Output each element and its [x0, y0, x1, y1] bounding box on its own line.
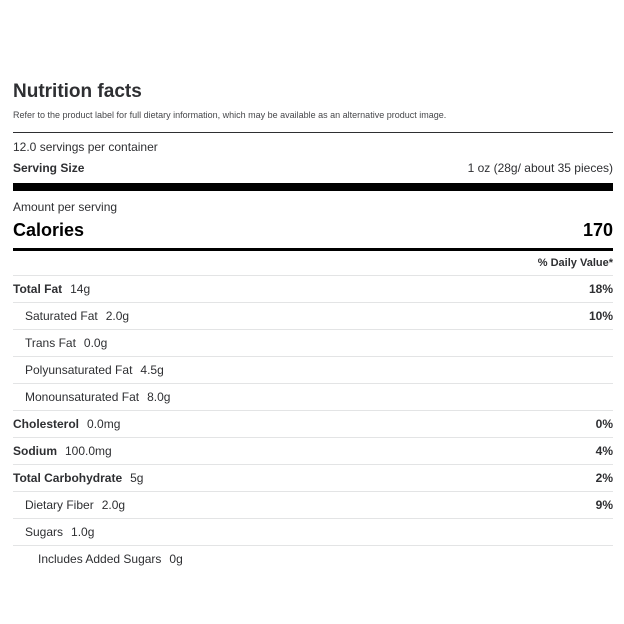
nutrient-name: Monounsaturated Fat	[25, 390, 140, 404]
nutrient-daily-value: 18%	[588, 282, 613, 296]
nutrient-name: Sodium	[13, 444, 57, 458]
nutrient-row-trans-fat	[13, 330, 613, 357]
nutrient-row-dietary-fiber	[13, 492, 613, 519]
nutrition-title: Nutrition facts	[13, 81, 142, 102]
nutrient-amount: 14g	[70, 282, 91, 296]
dietary-note: Refer to the product label for full dietary information, which may be available as an alternative product image.	[13, 110, 447, 120]
nutrient-amount: 0.0g	[83, 336, 108, 350]
nutrient-amount: 0g	[169, 552, 183, 566]
nutrient-daily-value: 4%	[595, 444, 613, 458]
daily-value-header-row	[13, 251, 613, 276]
nutrient-amount: 0.0mg	[87, 417, 121, 431]
nutrient-row-saturated-fat	[13, 303, 613, 330]
nutrient-name: Trans Fat	[25, 336, 76, 350]
nutrient-row-added-sugars	[13, 546, 613, 572]
nutrient-name: Total Fat	[13, 282, 63, 296]
calories-label: Calories	[13, 220, 85, 240]
nutrient-row-sugars	[13, 519, 613, 546]
nutrition-facts-panel	[13, 80, 613, 572]
nutrient-row-total-carbohydrate	[13, 465, 613, 492]
nutrient-row-total-fat	[13, 276, 613, 303]
nutrient-amount: 4.5g	[140, 363, 164, 377]
nutrient-row-polyunsaturated-fat	[13, 357, 613, 384]
nutrient-daily-value: 9%	[595, 498, 613, 512]
nutrient-amount: 2.0g	[105, 309, 130, 323]
divider	[13, 132, 613, 133]
nutrient-daily-value: 0%	[595, 417, 613, 431]
nutrient-name: Sugars	[25, 525, 64, 539]
nutrient-name: Dietary Fiber	[25, 498, 94, 512]
amount-per-serving: Amount per serving	[13, 200, 118, 214]
nutrient-row-cholesterol	[13, 411, 613, 438]
nutrient-daily-value: 2%	[595, 471, 613, 485]
nutrient-name: Saturated Fat	[25, 309, 98, 323]
nutrient-row-sodium	[13, 438, 613, 465]
calories-value: 170	[582, 220, 613, 240]
serving-size-label: Serving Size	[13, 161, 85, 175]
nutrient-daily-value: 10%	[588, 309, 613, 323]
nutrient-amount: 5g	[130, 471, 144, 485]
nutrient-name: Total Carbohydrate	[13, 471, 123, 485]
calories-row	[13, 215, 613, 245]
nutrient-name: Includes Added Sugars	[38, 552, 162, 566]
nutrient-amount: 8.0g	[147, 390, 171, 404]
servings-per-container: 12.0 servings per container	[13, 140, 158, 154]
nutrient-amount: 1.0g	[71, 525, 95, 539]
nutrient-name: Polyunsaturated Fat	[25, 363, 133, 377]
nutrient-row-monounsaturated-fat	[13, 384, 613, 411]
serving-size-value: 1 oz (28g/ about 35 pieces)	[467, 161, 613, 175]
daily-value-header: % Daily Value*	[537, 257, 613, 269]
serving-size-row	[13, 157, 613, 179]
nutrient-name: Cholesterol	[13, 417, 80, 431]
thick-divider	[13, 183, 613, 191]
nutrient-amount: 100.0mg	[65, 444, 112, 458]
nutrient-amount: 2.0g	[101, 498, 126, 512]
